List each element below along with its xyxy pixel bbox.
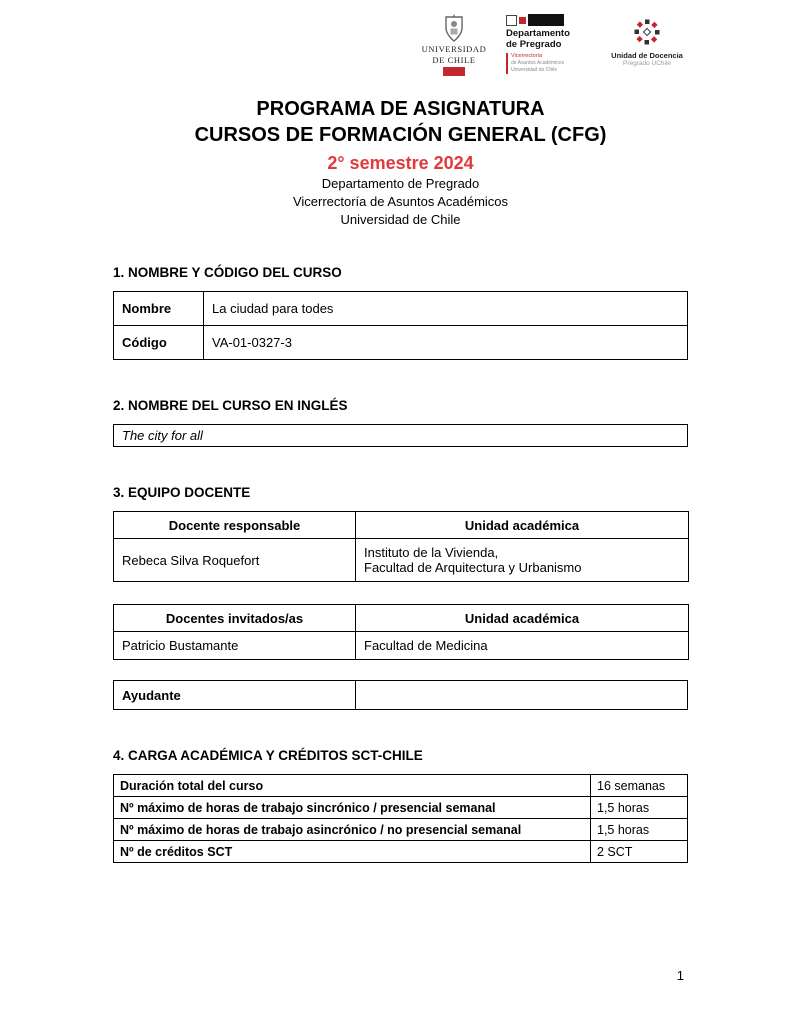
- pregrado-black-bar: [528, 14, 564, 26]
- course-name-code-table: [113, 291, 688, 360]
- uchile-crest-icon: [442, 14, 466, 42]
- carga-asincronico-label: Nº máximo de horas de trabajo asincrónico / no presencial semanal: [114, 819, 591, 841]
- ayudante-table: [113, 680, 688, 710]
- course-name-value: La ciudad para todes: [204, 292, 688, 326]
- header-logos: [113, 14, 688, 76]
- course-code-value: VA-01-0327-3: [204, 326, 688, 360]
- docente-invitado-row: [114, 632, 689, 660]
- carga-row-duracion: [114, 775, 688, 797]
- docente-responsable-header-row: [114, 512, 689, 539]
- pregrado-subtext-line3: Universidad de Chile: [511, 67, 558, 74]
- section3-heading: 3. EQUIPO DOCENTE: [113, 485, 251, 501]
- carga-row-sincronico: [114, 797, 688, 819]
- docente-invitado-unit: Facultad de Medicina: [356, 632, 689, 660]
- docentes-invitados-header-row: [114, 605, 689, 632]
- ayudante-label: Ayudante: [114, 681, 356, 710]
- docente-responsable-unit: [356, 539, 689, 582]
- carga-row-asincronico: [114, 819, 688, 841]
- docente-responsable-name: Rebeca Silva Roquefort: [114, 539, 356, 582]
- document-title-line1: PROGRAMA DE ASIGNATURA: [256, 98, 545, 121]
- docente-responsable-table: [113, 511, 689, 582]
- pregrado-subtext-line1: Vicerrectoría: [511, 52, 543, 59]
- pregrado-title: [506, 29, 570, 51]
- course-code-row: [114, 326, 688, 360]
- docente-responsable-unit-line1: Instituto de la Vivienda,: [364, 545, 499, 561]
- docente-responsable-row: [114, 539, 689, 582]
- carga-asincronico-value: 1,5 horas: [591, 819, 688, 841]
- english-name-value: The city for all: [114, 425, 688, 447]
- section1-heading: 1. NOMBRE Y CÓDIGO DEL CURSO: [113, 265, 342, 281]
- docente-invitado-name: Patricio Bustamante: [114, 632, 356, 660]
- carga-duracion-value: 16 semanas: [591, 775, 688, 797]
- document-title-block: [113, 96, 688, 229]
- pregrado-red-square: [519, 17, 526, 24]
- unidad-docencia-icon: [629, 14, 665, 50]
- docente-responsable-col-header: Docente responsable: [114, 512, 356, 539]
- carga-sincronico-label: Nº máximo de horas de trabajo sincrónico / presencial semanal: [114, 797, 591, 819]
- departamento-pregrado-logo: [506, 14, 592, 74]
- universidad-de-chile-logo: [418, 14, 490, 76]
- uchile-red-bar: [443, 67, 465, 76]
- carga-row-creditos: [114, 841, 688, 863]
- unidad-docencia-logo: [608, 14, 686, 67]
- pregrado-subtext-line2: de Asuntos Académicos: [511, 60, 565, 67]
- section2-heading: 2. NOMBRE DEL CURSO EN INGLÉS: [113, 398, 348, 414]
- pregrado-title-line1: Departamento: [506, 28, 570, 39]
- course-name-label: Nombre: [114, 292, 204, 326]
- pregrado-subtext: [506, 53, 564, 74]
- carga-duracion-label: Duración total del curso: [114, 775, 591, 797]
- uchile-wordmark-line2: DE CHILE: [432, 54, 476, 65]
- carga-sincronico-value: 1,5 horas: [591, 797, 688, 819]
- document-title-line2: CURSOS DE FORMACIÓN GENERAL (CFG): [194, 124, 607, 147]
- unidad-academica-col-header-2: Unidad académica: [356, 605, 689, 632]
- ayudante-row: [114, 681, 688, 710]
- uchile-wordmark: [422, 44, 487, 65]
- unidad-academica-col-header: Unidad académica: [356, 512, 689, 539]
- pregrado-title-line2: de Pregrado: [506, 38, 562, 50]
- docentes-invitados-table: [113, 604, 689, 660]
- course-name-row: [114, 292, 688, 326]
- org-line-universidad: Universidad de Chile: [340, 212, 461, 228]
- docente-responsable-unit-line2: Facultad de Arquitectura y Urbanismo: [364, 560, 582, 576]
- section4-heading: 4. CARGA ACADÉMICA Y CRÉDITOS SCT-CHILE: [113, 748, 423, 764]
- unidad-docencia-title: Unidad de Docencia: [611, 51, 683, 60]
- carga-creditos-value: 2 SCT: [591, 841, 688, 863]
- carga-academica-table: [113, 774, 688, 863]
- uchile-wordmark-line1: UNIVERSIDAD: [421, 44, 487, 54]
- org-line-vicerrectoria: Vicerrectoría de Asuntos Académicos: [292, 194, 509, 210]
- pregrado-outline-square: [506, 15, 517, 26]
- english-name-table: [113, 424, 688, 447]
- carga-creditos-label: Nº de créditos SCT: [114, 841, 591, 863]
- pregrado-logo-icon: [506, 14, 564, 26]
- ayudante-value: [356, 681, 688, 710]
- semester-label: 2° semestre 2024: [327, 153, 474, 174]
- course-code-label: Código: [114, 326, 204, 360]
- docentes-invitados-col-header: Docentes invitados/as: [114, 605, 356, 632]
- unidad-docencia-subtitle: Pregrado UChile: [622, 60, 672, 67]
- english-name-row: [114, 425, 688, 447]
- page-number: 1: [676, 968, 684, 983]
- org-line-departamento: Departamento de Pregrado: [321, 176, 480, 192]
